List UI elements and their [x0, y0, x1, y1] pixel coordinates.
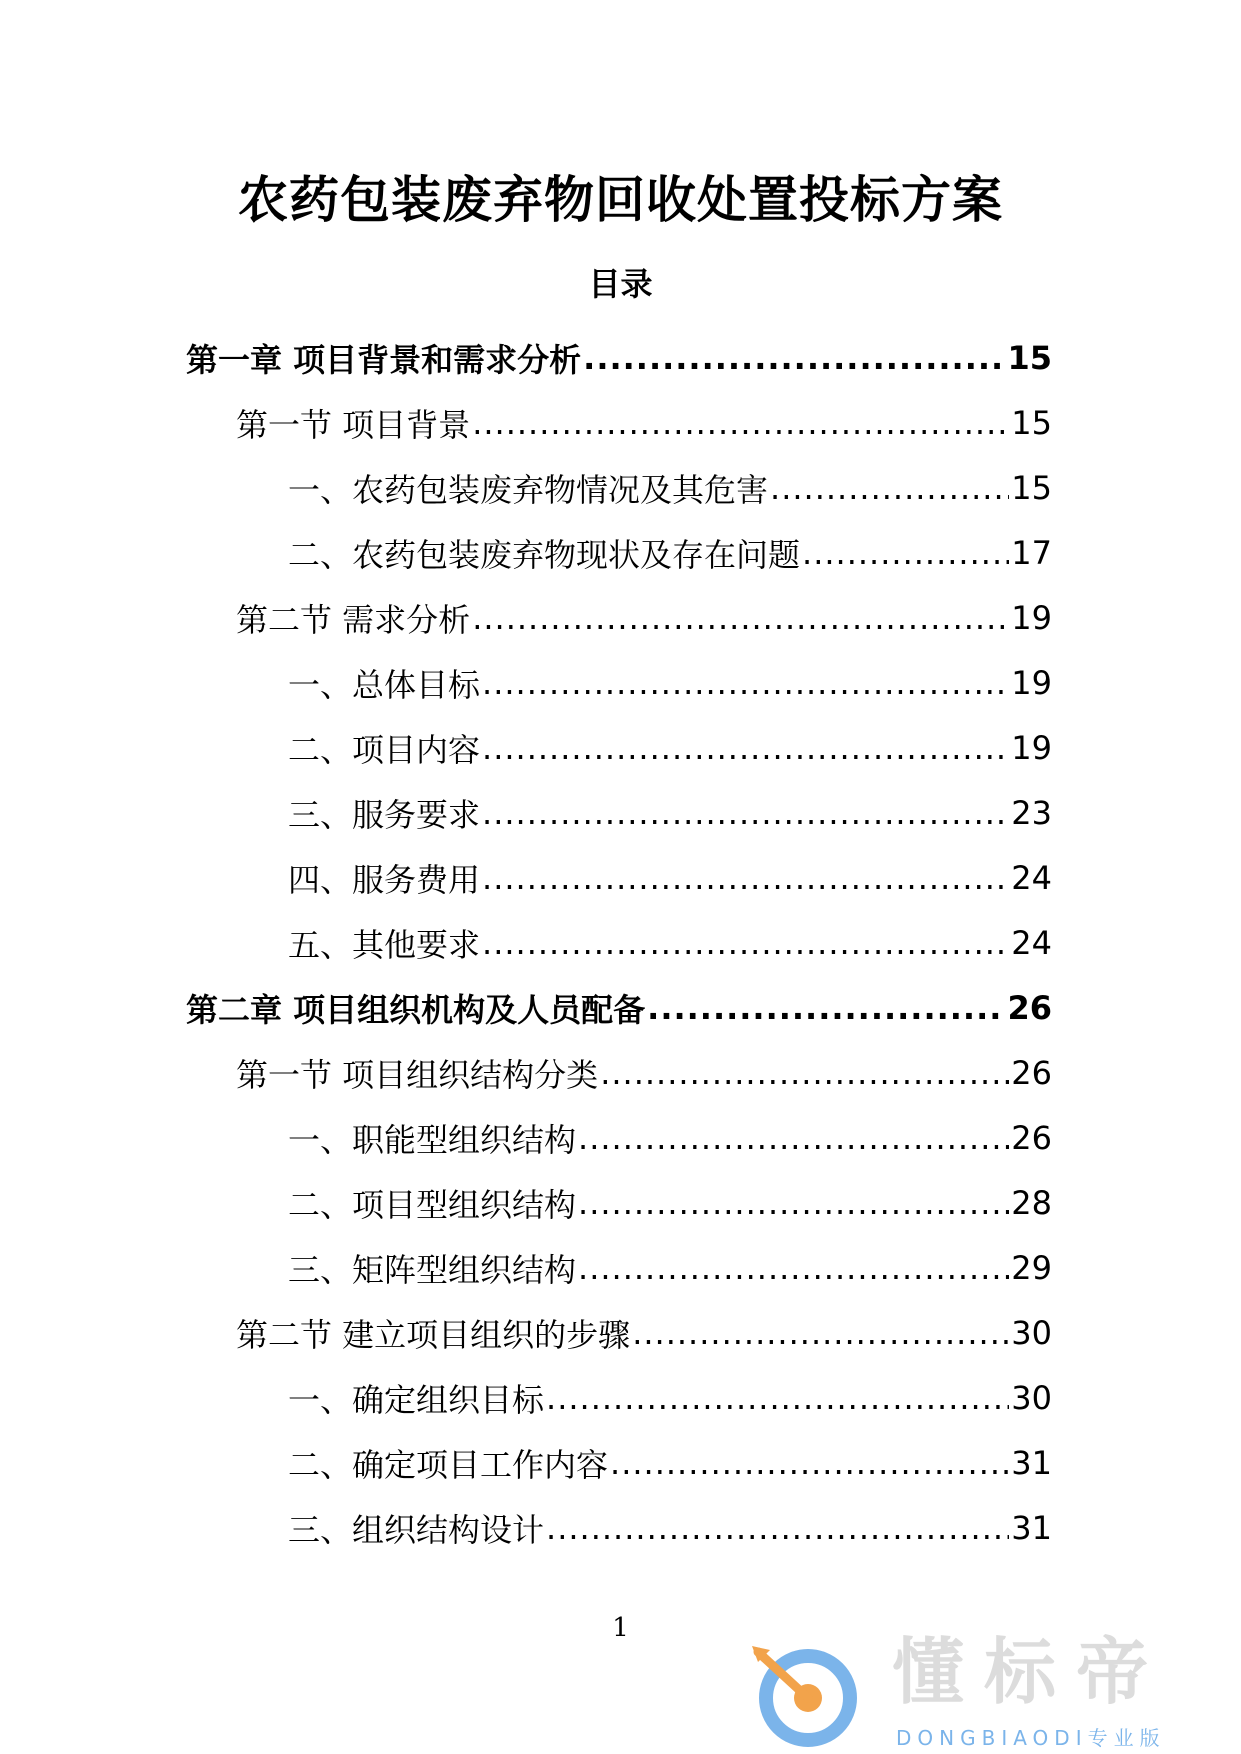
toc-entry-title: 三、组织结构设计: [288, 1510, 545, 1549]
toc-entry-title: 一、农药包装废弃物情况及其危害: [288, 470, 769, 509]
table-of-contents: [0, 325, 1241, 1560]
toc-entry-title: 一、职能型组织结构: [288, 1120, 577, 1159]
toc-entry-title: 第一节 项目背景: [236, 405, 471, 444]
toc-dot-leader: [578, 1249, 1009, 1287]
toc-entry-page: 19: [1011, 663, 1052, 702]
watermark-name: 懂标帝: [892, 1630, 1169, 1714]
toc-dot-leader: [482, 859, 1009, 897]
toc-entry[interactable]: [0, 910, 1052, 975]
toc-entry-page: 17: [1011, 533, 1052, 572]
toc-entry-page: 15: [1011, 468, 1052, 507]
toc-entry-page: 30: [1011, 1313, 1052, 1352]
toc-dot-leader: [482, 924, 1009, 962]
toc-dot-leader: [578, 1184, 1009, 1222]
toc-entry-page: 24: [1011, 858, 1052, 897]
toc-entry-page: 28: [1011, 1183, 1052, 1222]
toc-entry[interactable]: [0, 390, 1052, 455]
toc-entry-title: 第二节 需求分析: [236, 600, 471, 639]
toc-entry-page: 29: [1011, 1248, 1052, 1287]
toc-dot-leader: [482, 794, 1009, 832]
toc-dot-leader: [482, 664, 1009, 702]
toc-entry[interactable]: [0, 1365, 1052, 1430]
toc-entry-title: 第一章 项目背景和需求分析: [186, 340, 582, 379]
toc-entry[interactable]: [0, 715, 1052, 780]
toc-entry[interactable]: [0, 650, 1052, 715]
toc-entry[interactable]: [0, 585, 1052, 650]
toc-entry-page: 26: [1011, 1118, 1052, 1157]
toc-entry-page: 31: [1011, 1443, 1052, 1482]
toc-dot-leader: [610, 1444, 1009, 1482]
toc-entry-title: 四、服务费用: [288, 860, 481, 899]
toc-entry[interactable]: [0, 520, 1052, 585]
toc-dot-leader: [546, 1509, 1009, 1547]
toc-entry-title: 第二章 项目组织机构及人员配备: [186, 990, 646, 1029]
toc-dot-leader: [578, 1119, 1009, 1157]
toc-entry-page: 23: [1011, 793, 1052, 832]
toc-entry-title: 三、服务要求: [288, 795, 481, 834]
toc-dot-leader: [647, 989, 1005, 1027]
toc-entry[interactable]: [0, 325, 1052, 390]
toc-dot-leader: [472, 404, 1009, 442]
toc-entry-page: 24: [1011, 923, 1052, 962]
toc-dot-leader: [632, 1314, 1009, 1352]
toc-entry-page: 15: [1007, 338, 1052, 377]
toc-entry[interactable]: [0, 1235, 1052, 1300]
toc-entry-title: 二、确定项目工作内容: [288, 1445, 609, 1484]
toc-entry-title: 五、其他要求: [288, 925, 481, 964]
toc-entry[interactable]: [0, 780, 1052, 845]
toc-entry-title: 一、确定组织目标: [288, 1380, 545, 1419]
toc-entry-page: 19: [1011, 728, 1052, 767]
toc-entry-page: 26: [1011, 1053, 1052, 1092]
toc-entry[interactable]: [0, 1040, 1052, 1105]
toc-entry[interactable]: [0, 1170, 1052, 1235]
watermark-logo: [744, 1630, 1214, 1751]
toc-dot-leader: [546, 1379, 1009, 1417]
toc-dot-leader: [472, 599, 1009, 637]
toc-entry-title: 一、总体目标: [288, 665, 481, 704]
toc-entry-title: 第二节 建立项目组织的步骤: [236, 1315, 631, 1354]
toc-dot-leader: [583, 339, 1005, 377]
toc-entry-page: 19: [1011, 598, 1052, 637]
toc-entry-title: 二、农药包装废弃物现状及存在问题: [288, 535, 801, 574]
page-number: 1: [612, 1613, 629, 1643]
target-arrow-icon: [744, 1636, 869, 1751]
toc-entry[interactable]: [0, 845, 1052, 910]
toc-entry-title: 第一节 项目组织结构分类: [236, 1055, 599, 1094]
toc-entry-page: 26: [1007, 988, 1052, 1027]
toc-entry-title: 三、矩阵型组织结构: [288, 1250, 577, 1289]
toc-entry-page: 15: [1011, 403, 1052, 442]
watermark-subtitle: DONGBIAODI专业版: [896, 1726, 1166, 1750]
toc-dot-leader: [770, 469, 1009, 507]
toc-entry-page: 30: [1011, 1378, 1052, 1417]
toc-entry-title: 二、项目内容: [288, 730, 481, 769]
toc-dot-leader: [600, 1054, 1009, 1092]
toc-entry-title: 二、项目型组织结构: [288, 1185, 577, 1224]
toc-entry[interactable]: [0, 975, 1052, 1040]
toc-dot-leader: [802, 534, 1009, 572]
toc-heading: 目录: [588, 265, 653, 303]
toc-entry[interactable]: [0, 455, 1052, 520]
toc-entry[interactable]: [0, 1430, 1052, 1495]
toc-entry[interactable]: [0, 1105, 1052, 1170]
toc-entry-page: 31: [1011, 1508, 1052, 1547]
document-title: 农药包装废弃物回收处置投标方案: [238, 171, 1003, 229]
toc-entry[interactable]: [0, 1495, 1052, 1560]
toc-dot-leader: [482, 729, 1009, 767]
toc-entry[interactable]: [0, 1300, 1052, 1365]
